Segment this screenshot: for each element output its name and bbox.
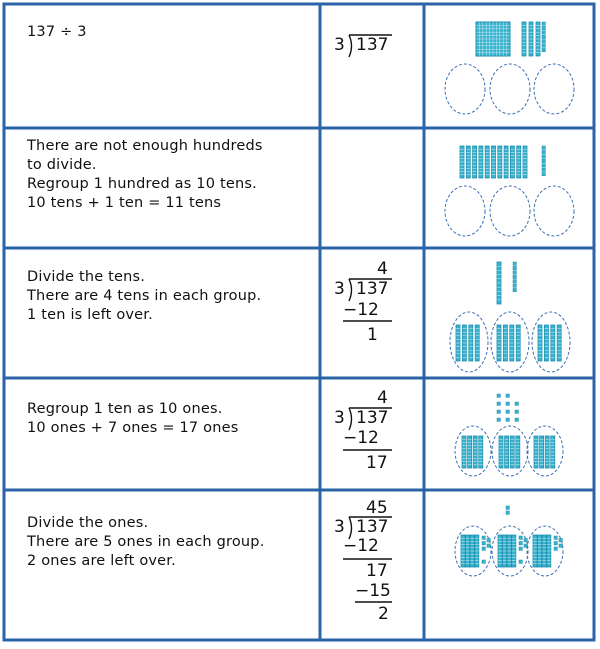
one-cube <box>506 506 509 509</box>
row-3-quotient: 4 <box>377 259 388 279</box>
group-circle <box>534 64 574 114</box>
row-5-dividend: 137 <box>356 517 389 537</box>
one-cube <box>513 275 516 278</box>
one-cube <box>506 418 509 421</box>
one-cube <box>559 539 562 542</box>
one-cube <box>513 284 516 287</box>
one-cube <box>482 542 485 545</box>
one-cube <box>497 394 500 397</box>
row-1-dividend: 137 <box>356 35 389 55</box>
one-cube <box>506 394 509 397</box>
one-cube <box>482 536 485 539</box>
one-cube <box>542 164 545 167</box>
row-5-step-remainder: 2 <box>378 604 389 624</box>
one-cube <box>482 547 485 550</box>
group-circle <box>534 186 574 236</box>
one-cube <box>513 262 516 265</box>
row-2-line-1: There are not enough hundreds <box>27 138 263 154</box>
one-cube <box>519 536 522 539</box>
row-5-step-subtract-2: −15 <box>355 581 391 601</box>
one-cube <box>515 402 518 405</box>
one-cube <box>542 168 545 171</box>
one-cube <box>542 31 545 34</box>
one-cube <box>524 544 527 547</box>
one-cube <box>519 560 522 563</box>
row-4-dividend: 137 <box>356 408 389 428</box>
one-cube <box>559 544 562 547</box>
one-cube <box>519 542 522 545</box>
one-cube <box>542 35 545 38</box>
one-cube <box>497 410 500 413</box>
one-cube <box>542 48 545 51</box>
row-2-line-4: 10 tens + 1 ten = 11 tens <box>27 195 222 211</box>
one-cube <box>506 410 509 413</box>
one-cube <box>542 26 545 29</box>
one-cube <box>542 40 545 43</box>
row-3-step-remainder: 1 <box>367 325 378 345</box>
row-3-line-3: 1 ten is left over. <box>27 307 153 323</box>
one-cube <box>554 542 557 545</box>
row-4-divisor: 3 <box>334 408 345 428</box>
row-5-divisor: 3 <box>334 517 345 537</box>
row-3-divisor: 3 <box>334 279 345 299</box>
one-cube <box>542 44 545 47</box>
row-5-quotient: 45 <box>366 498 388 518</box>
one-cube <box>506 402 509 405</box>
row-1-line-1: 137 ÷ 3 <box>27 24 87 40</box>
row-3-step-subtract: −12 <box>343 300 379 320</box>
row-3-line-1: Divide the tens. <box>27 269 146 285</box>
row-5-line-1: Divide the ones. <box>27 515 149 531</box>
one-cube <box>542 150 545 153</box>
row-3-dividend: 137 <box>356 279 389 299</box>
row-5-step-result: 17 <box>366 561 388 581</box>
row-4-step-result: 17 <box>366 453 388 473</box>
one-cube <box>506 511 509 514</box>
row-4-quotient: 4 <box>377 388 388 408</box>
row-4-line-2: 10 ones + 7 ones = 17 ones <box>27 420 239 436</box>
one-cube <box>482 560 485 563</box>
one-cube <box>554 547 557 550</box>
row-4-step-subtract: −12 <box>343 428 379 448</box>
one-cube <box>487 539 490 542</box>
one-cube <box>554 536 557 539</box>
one-cube <box>515 410 518 413</box>
row-2-line-3: Regroup 1 hundred as 10 tens. <box>27 176 257 192</box>
one-cube <box>513 288 516 291</box>
one-cube <box>497 402 500 405</box>
group-circle <box>445 64 485 114</box>
one-cube <box>487 544 490 547</box>
one-cube <box>542 22 545 25</box>
one-cube <box>515 418 518 421</box>
row-1-divisor: 3 <box>334 35 345 55</box>
one-cube <box>542 172 545 175</box>
one-cube <box>542 155 545 158</box>
row-4-line-1: Regroup 1 ten as 10 ones. <box>27 401 223 417</box>
row-5-line-3: 2 ones are left over. <box>27 553 176 569</box>
one-cube <box>513 266 516 269</box>
one-cube <box>524 539 527 542</box>
row-5-step-subtract-1: −12 <box>343 536 379 556</box>
one-cube <box>497 418 500 421</box>
row-3-line-2: There are 4 tens in each group. <box>27 288 262 304</box>
one-cube <box>513 280 516 283</box>
row-2-line-2: to divide. <box>27 157 97 173</box>
group-circle <box>490 186 530 236</box>
one-cube <box>519 547 522 550</box>
one-cube <box>542 146 545 149</box>
group-circle <box>445 186 485 236</box>
one-cube <box>542 159 545 162</box>
one-cube <box>513 271 516 274</box>
row-5-line-2: There are 5 ones in each group. <box>27 534 265 550</box>
group-circle <box>490 64 530 114</box>
